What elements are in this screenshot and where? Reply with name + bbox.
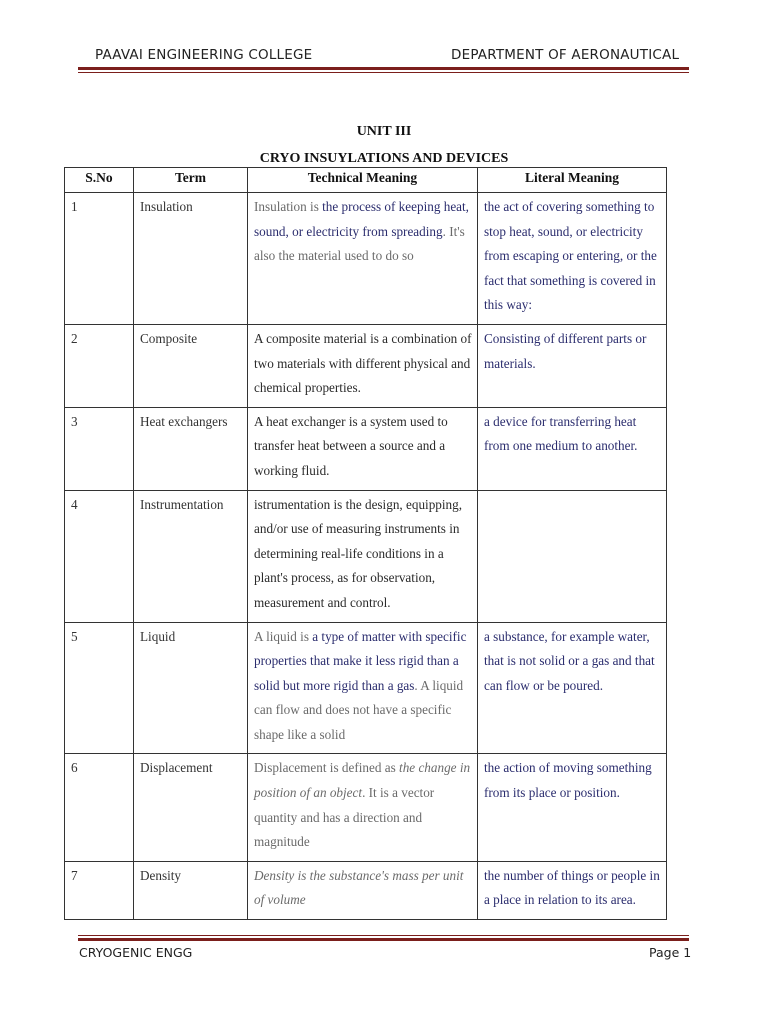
literal-meaning-cell: a device for transferring heat from one medium to another. (478, 407, 667, 490)
technical-meaning-text: . It's also the material used to do so (254, 223, 465, 264)
table-row (65, 754, 667, 861)
term-cell: Density (134, 861, 248, 919)
technical-meaning-text: the process of keeping heat, sound, or electricity from spreading (254, 199, 469, 239)
term-cell: Instrumentation (134, 490, 248, 622)
technical-meaning-text: Displacement is defined as (254, 760, 400, 776)
column-header-literal: Literal Meaning (478, 168, 667, 193)
technical-meaning-cell (248, 754, 478, 861)
column-header-term: Term (134, 168, 248, 193)
technical-meaning-text: Insulation is (254, 199, 323, 214)
technical-meaning-text: the change in position of an object (254, 760, 471, 801)
technical-meaning-text: A composite material is a combination of two materials with different physical and chemical properties. (254, 330, 472, 396)
technical-meaning-cell (248, 490, 478, 622)
footer-page-number: Page 1 (649, 945, 692, 960)
header-department: DEPARTMENT OF AERONAUTICAL (451, 47, 680, 63)
technical-meaning-cell (248, 407, 478, 490)
term-cell: Liquid (134, 622, 248, 754)
technical-meaning-cell (248, 324, 478, 407)
table-row (65, 622, 667, 754)
term-cell: Insulation (134, 193, 248, 325)
page-title: CRYO INSUYLATIONS AND DEVICES (259, 151, 509, 166)
term-cell: Heat exchangers (134, 407, 248, 490)
header-rule-thin (78, 72, 689, 73)
row-number: 6 (65, 754, 134, 861)
header-college: PAAVAI ENGINEERING COLLEGE (95, 47, 313, 63)
technical-meaning-cell (248, 861, 478, 919)
technical-meaning-text: istrumentation is the design, equipping, and/or use of measuring instruments in determining real-life conditions in a plant's process, as for observation, measurement and control. (254, 496, 463, 610)
table-header-row (65, 168, 667, 193)
terms-table (64, 167, 667, 920)
term-cell: Composite (134, 324, 248, 407)
column-header-technical: Technical Meaning (248, 168, 478, 193)
technical-meaning-text: . It is a vector quantity and has a direction and magnitude (254, 785, 435, 850)
row-number: 1 (65, 193, 134, 325)
footer-rule-thick (78, 938, 689, 941)
unit-heading: UNIT III (356, 124, 412, 139)
technical-meaning-text: a type of matter with specific properties that make it less rigid than a solid but more rigid than a gas (254, 628, 467, 693)
technical-meaning-text: A heat exchanger is a system used to transfer heat between a source and a working fluid. (254, 413, 448, 478)
technical-meaning-cell (248, 622, 478, 754)
row-number: 2 (65, 324, 134, 407)
header-rule-thick (78, 67, 689, 70)
technical-meaning-cell (248, 193, 478, 325)
technical-meaning-text: Density is the substance's mass per unit of volume (254, 867, 464, 908)
literal-meaning-cell: the number of things or people in a place in relation to its area. (478, 861, 667, 919)
technical-meaning-text: . A liquid can flow and does not have a specific shape like a solid (254, 677, 464, 742)
literal-meaning-cell (478, 490, 667, 622)
column-header-sno: S.No (65, 168, 134, 193)
literal-meaning-cell: the act of covering something to stop heat, sound, or electricity from escaping or entering, or the fact that something is covered in this way: (478, 193, 667, 325)
table-row (65, 193, 667, 325)
table-row (65, 324, 667, 407)
literal-meaning-cell: the action of moving something from its place or position. (478, 754, 667, 861)
technical-meaning-text: A liquid is (254, 628, 313, 644)
row-number: 5 (65, 622, 134, 754)
literal-meaning-cell: Consisting of different parts or materials. (478, 324, 667, 407)
table-row (65, 490, 667, 622)
row-number: 4 (65, 490, 134, 622)
term-cell: Displacement (134, 754, 248, 861)
row-number: 7 (65, 861, 134, 919)
literal-meaning-cell: a substance, for example water, that is not solid or a gas and that can flow or be poured. (478, 622, 667, 754)
footer-subject: CRYOGENIC ENGG (79, 945, 193, 960)
footer-rule-thin (78, 935, 689, 936)
row-number: 3 (65, 407, 134, 490)
table-row (65, 861, 667, 919)
table-row (65, 407, 667, 490)
